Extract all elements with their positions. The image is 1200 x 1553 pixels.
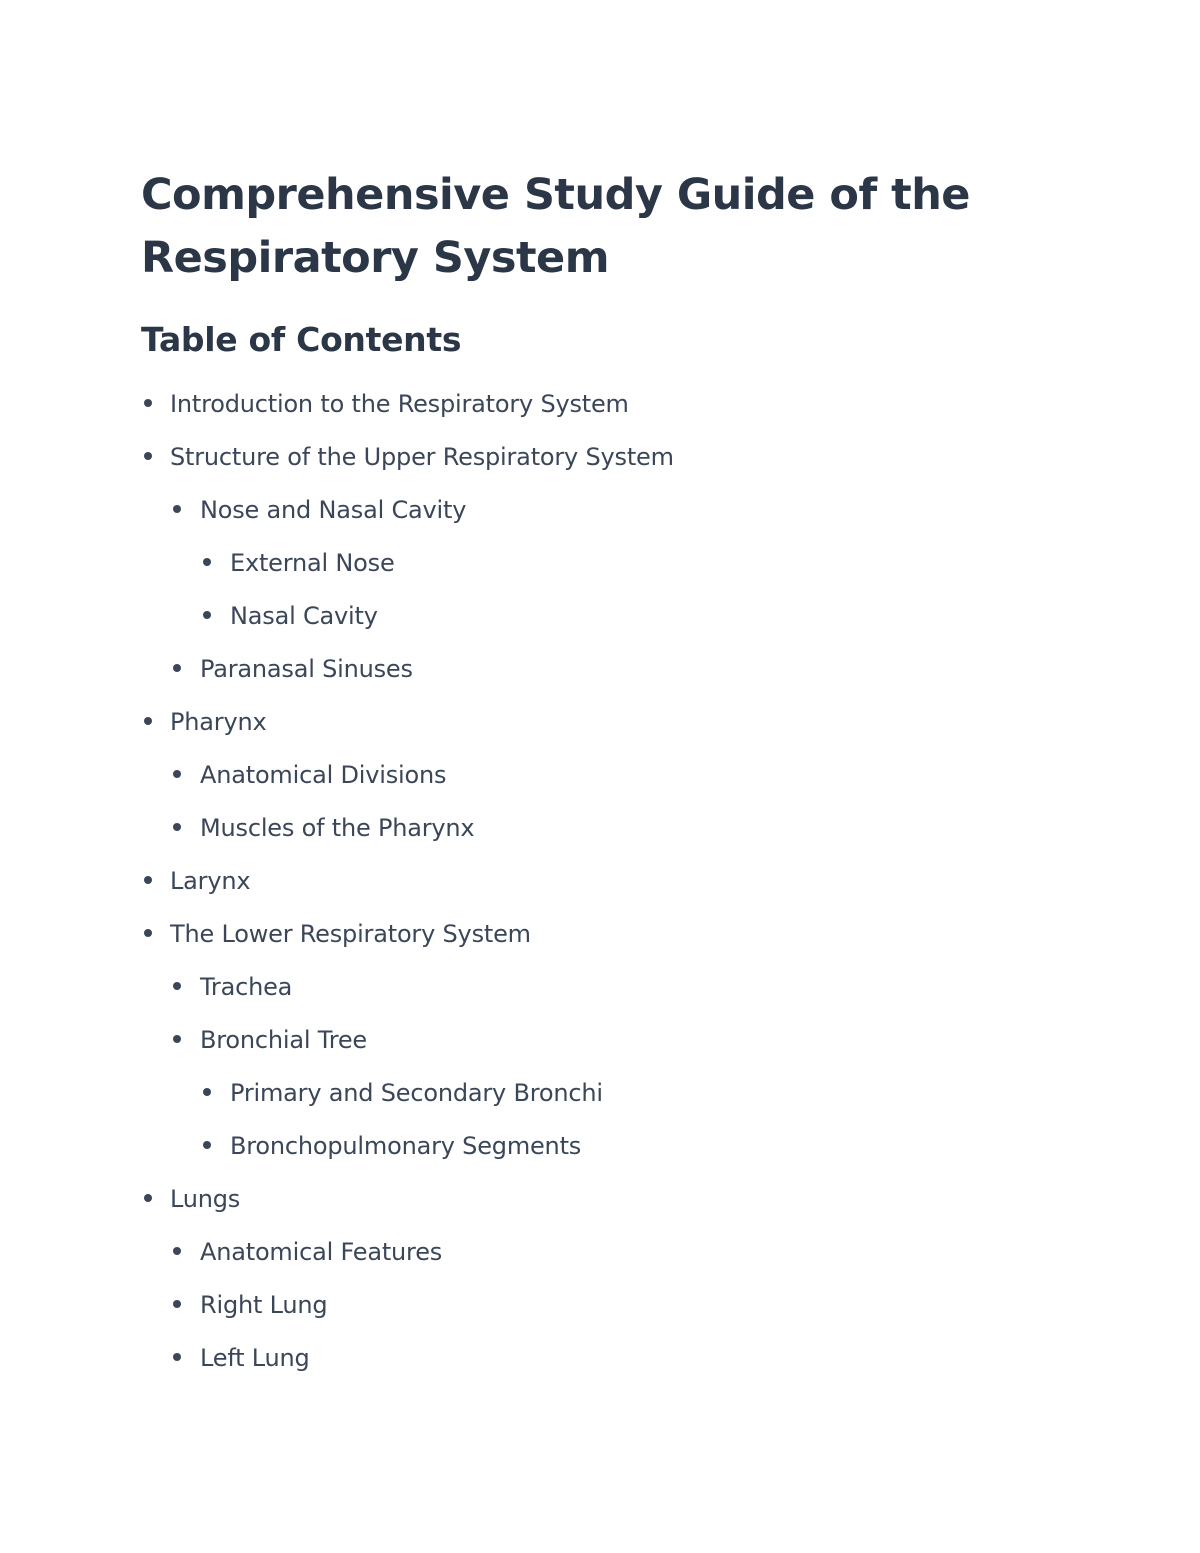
toc-item (141, 1238, 1041, 1291)
toc-item (141, 443, 1041, 496)
toc-item-label: Nose and Nasal Cavity (200, 496, 467, 524)
document-page (141, 164, 1041, 1397)
toc-item-label: Bronchopulmonary Segments (230, 1132, 582, 1160)
toc-item-label: Trachea (200, 973, 293, 1001)
toc-item (141, 1132, 1041, 1185)
bullet-icon (144, 717, 152, 725)
bullet-icon (173, 982, 181, 990)
toc-item (141, 867, 1041, 920)
bullet-icon (144, 929, 152, 937)
bullet-icon (173, 1300, 181, 1308)
toc-item (141, 602, 1041, 655)
toc-item (141, 496, 1041, 549)
bullet-icon (144, 876, 152, 884)
toc-item (141, 1079, 1041, 1132)
toc-heading: Table of Contents (141, 320, 462, 359)
toc-item-label: Paranasal Sinuses (200, 655, 413, 683)
toc-item-label: The Lower Respiratory System (170, 920, 531, 948)
toc-item (141, 761, 1041, 814)
toc-item (141, 1344, 1041, 1397)
bullet-icon (173, 1035, 181, 1043)
bullet-icon (144, 452, 152, 460)
bullet-icon (173, 1247, 181, 1255)
toc-item (141, 973, 1041, 1026)
bullet-icon (203, 1088, 211, 1096)
toc-item-label: Nasal Cavity (230, 602, 378, 630)
toc-item-label: Anatomical Divisions (200, 761, 447, 789)
toc-item-label: Larynx (170, 867, 251, 895)
bullet-icon (144, 399, 152, 407)
toc-item-label: External Nose (230, 549, 395, 577)
page-title: Comprehensive Study Guide of the Respiratory System (141, 170, 970, 283)
toc-item-label: Pharynx (170, 708, 267, 736)
toc-item-label: Anatomical Features (200, 1238, 443, 1266)
toc-item-label: Primary and Secondary Bronchi (230, 1079, 603, 1107)
toc-item (141, 814, 1041, 867)
bullet-icon (144, 1194, 152, 1202)
toc-item (141, 1185, 1041, 1238)
toc-item-label: Muscles of the Pharynx (200, 814, 475, 842)
bullet-icon (173, 664, 181, 672)
toc-item-label: Left Lung (200, 1344, 310, 1372)
bullet-icon (203, 611, 211, 619)
toc-item (141, 708, 1041, 761)
bullet-icon (173, 823, 181, 831)
toc-item (141, 1291, 1041, 1344)
bullet-icon (173, 1353, 181, 1361)
bullet-icon (173, 770, 181, 778)
toc-item (141, 655, 1041, 708)
toc-item (141, 390, 1041, 443)
bullet-icon (203, 558, 211, 566)
toc-item-label: Lungs (170, 1185, 241, 1213)
toc-item (141, 920, 1041, 973)
bullet-icon (203, 1141, 211, 1149)
toc-item (141, 549, 1041, 602)
toc-item-label: Introduction to the Respiratory System (170, 390, 629, 418)
toc-item-label: Structure of the Upper Respiratory System (170, 443, 674, 471)
toc-item-label: Right Lung (200, 1291, 328, 1319)
toc-item (141, 1026, 1041, 1079)
bullet-icon (173, 505, 181, 513)
toc-item-label: Bronchial Tree (200, 1026, 367, 1054)
table-of-contents (141, 390, 1041, 1397)
